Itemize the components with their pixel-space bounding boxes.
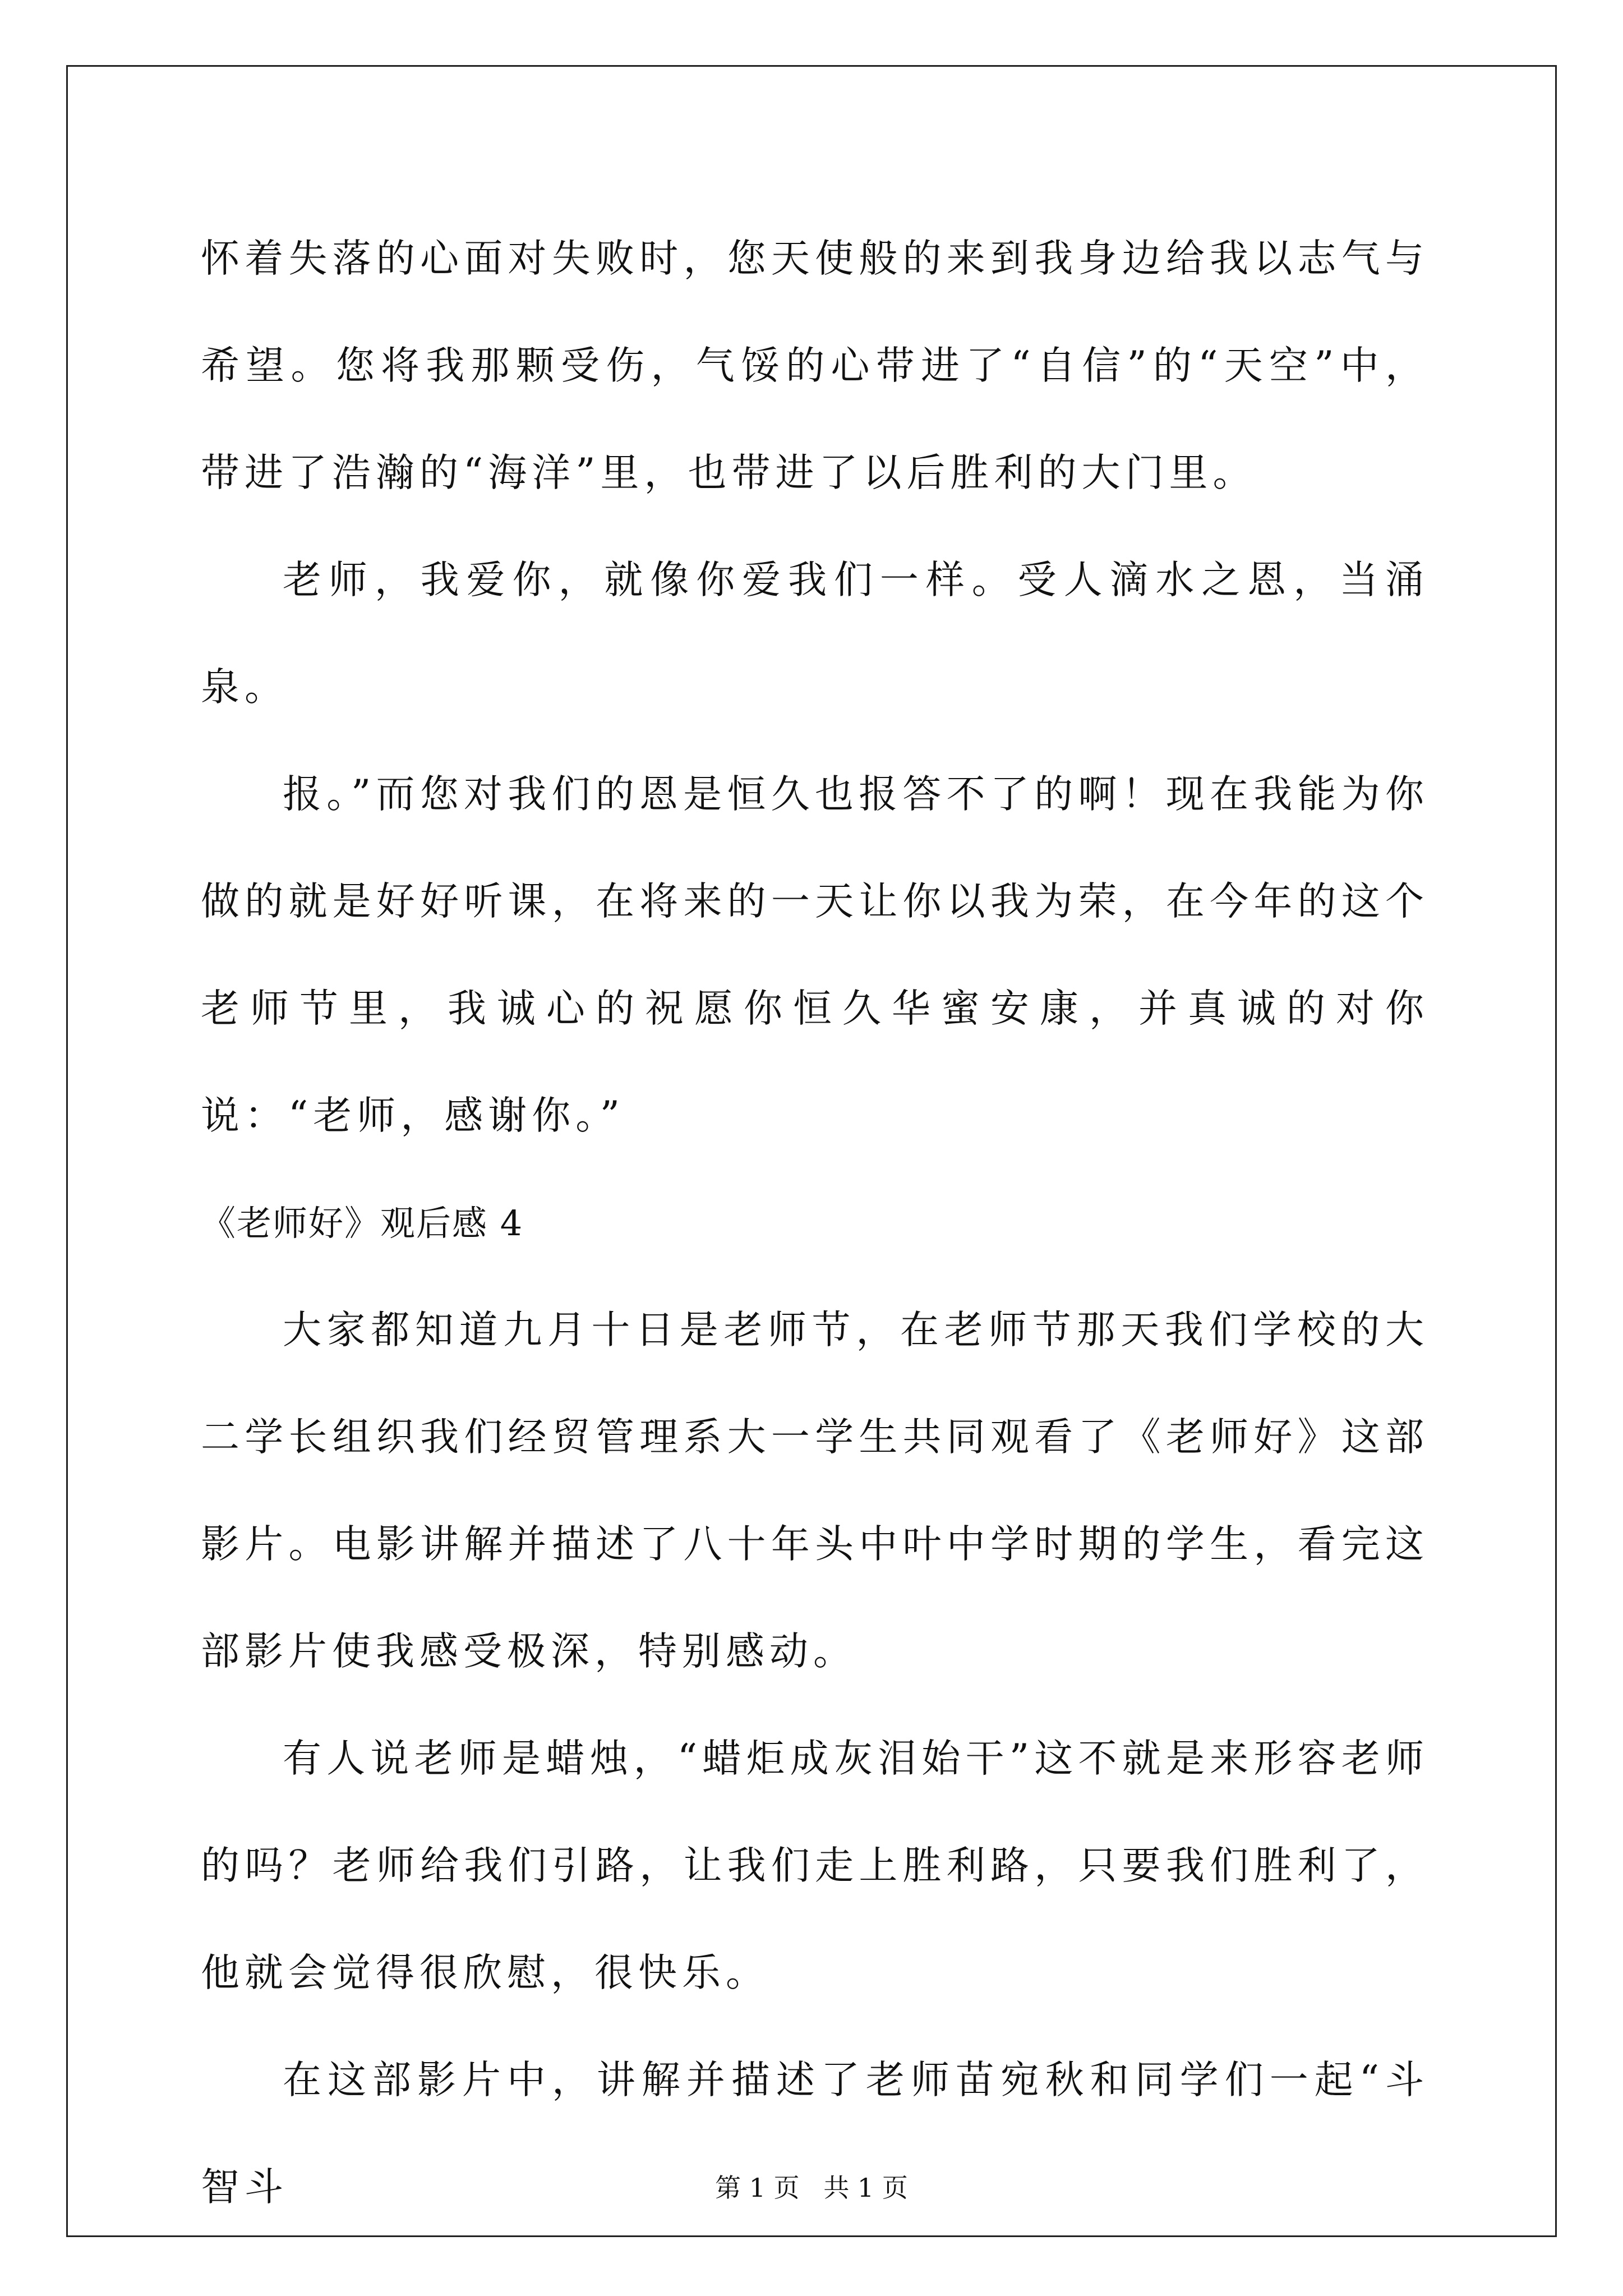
section-title: 《老师好》观后感 4 [201, 1203, 524, 1244]
paragraph-3: 报。”而您对我们的恩是恒久也报答不了的啊！现在我能为你做的就是好好听课，在将来的一天让你以我为荣，在今年的这个老师节里，我诚心的祝愿你恒久华蜜安康，并真诚的对你说：“老师，感谢你。” [201, 772, 1429, 1138]
document-body [201, 205, 1429, 2241]
paragraph-1: 怀着失落的心面对失败时，您天使般的来到我身边给我以志气与希望。您将我那颗受伤，气馁的心带进了“自信”的“天空”中，带进了浩瀚的“海洋”里，也带进了以后胜利的大门里。 [201, 236, 1429, 495]
section-paragraph-2: 有人说老师是蜡烛，“蜡炬成灰泪始干”这不就是来形容老师的吗？老师给我们引路，让我们走上胜利路，只要我们胜利了，他就会觉得很欣慰，很快乐。 [201, 1736, 1429, 1995]
section-paragraph-3: 在这部影片中，讲解并描述了老师苗宛秋和同学们一起“斗智斗 [201, 2058, 1429, 2210]
paragraph-2: 老师，我爱你，就像你爱我们一样。受人滴水之恩，当涌泉。 [201, 558, 1429, 710]
page-footer [0, 2171, 1623, 2205]
page-total: 共 1 页 [823, 2173, 908, 2203]
section-paragraph-1: 大家都知道九月十日是老师节，在老师节那天我们学校的大二学长组织我们经贸管理系大一学生共同观看了《老师好》这部影片。电影讲解并描述了八十年头中叶中学时期的学生，看完这部影片使我感受极深，特别感动。 [201, 1308, 1429, 1674]
page-number: 第 1 页 [715, 2173, 800, 2203]
